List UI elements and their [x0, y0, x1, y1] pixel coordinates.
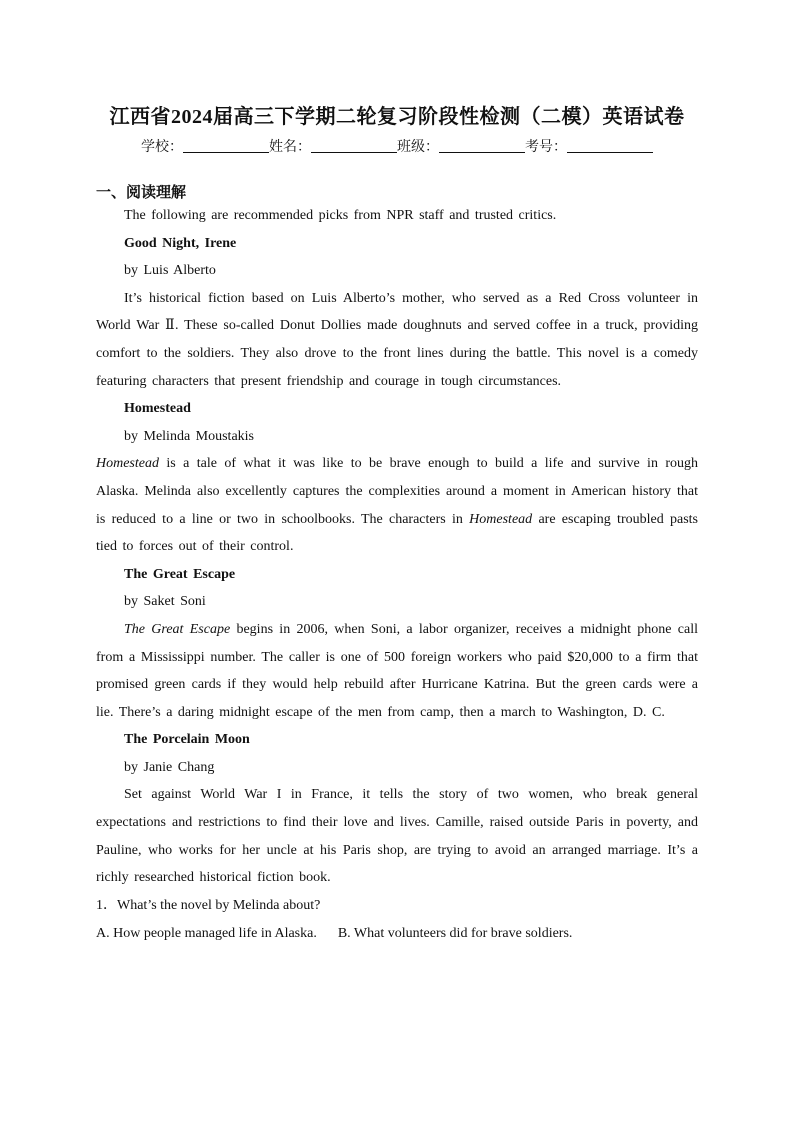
class-label: 班级：: [397, 139, 439, 155]
book-title: Good Night, Irene: [124, 235, 237, 251]
book-title: Homestead: [124, 401, 191, 417]
reading-passage: [96, 202, 698, 948]
student-info-line: [0, 136, 794, 156]
section-title: 一、阅读理解: [96, 183, 187, 201]
option-b[interactable]: B. What volunteers did for brave soldiers.: [337, 925, 573, 941]
question-stem: 1．What’s the novel by Melinda about?: [96, 897, 321, 913]
name-blank[interactable]: [311, 138, 397, 153]
book-description: The Great Escape begins in 2006, when Soni, a labor organizer, receives a midnight phone call from a Mississippi number. The caller is one of 500 foreign workers who paid $20,000 to a firm that promised green cards if they would help rebuild after Hurricane Katrina. But the green cards were a lie. There’s a daring midnight escape of the men from camp, then a march to Washington, D. C.: [96, 621, 699, 720]
book-title-italic: Homestead: [469, 511, 533, 527]
book-author: by Saket Soni: [124, 594, 206, 610]
book-description: Set against World War I in France, it tells the story of two women, who break general expectations and restrictions to find their love and lives. Camille, raised outside Paris in poverty, and Pauline, who works for her uncle at his Paris shop, are trying to avoid an arranged marriage. It’s a richly researched historical fiction book.: [96, 787, 698, 886]
school-blank[interactable]: [183, 138, 269, 153]
passage-intro: The following are recommended picks from NPR staff and trusted critics.: [124, 208, 557, 223]
question-options: [96, 920, 698, 948]
book-author: by Melinda Moustakis: [124, 428, 254, 444]
book-description: Homestead is a tale of what it was like to be brave enough to build a life and survive in rough Alaska. Melinda also excellently captures the complexities around a moment in American history that is reduced to a line or two in schoolbooks. The characters in Homestead are escaping troubled pasts tied to forces out of their control.: [96, 456, 698, 555]
name-label: 姓名：: [269, 139, 311, 155]
class-blank[interactable]: [439, 138, 525, 153]
number-label: 考号：: [525, 139, 567, 155]
page-title: 江西省2024届高三下学期二轮复习阶段性检测（二模）英语试卷: [109, 106, 685, 128]
book-author: by Luis Alberto: [124, 263, 216, 279]
school-label: 学校：: [141, 139, 183, 155]
book-title-italic: Homestead: [96, 456, 159, 472]
book-title: The Porcelain Moon: [124, 732, 250, 748]
book-title-italic: The Great Escape: [124, 621, 231, 637]
book-title: The Great Escape: [124, 566, 236, 582]
book-author: by Janie Chang: [124, 759, 215, 775]
option-a[interactable]: A. How people managed life in Alaska.: [96, 925, 317, 941]
number-blank[interactable]: [567, 138, 653, 153]
book-description: It’s historical fiction based on Luis Alberto’s mother, who served as a Red Cross volunteer in World War Ⅱ. These so-called Donut Dollies made doughnuts and served coffee in a truck, providing comfort to the soldiers. They also drove to the front lines during the battle. This novel is a comedy featuring characters that present friendship and courage in tough circumstances.: [96, 290, 698, 389]
